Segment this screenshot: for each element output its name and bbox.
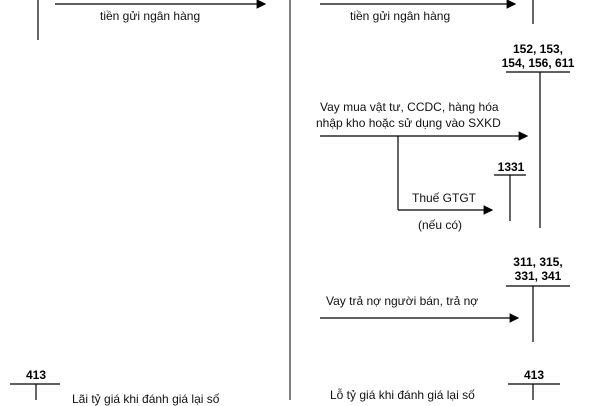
exchange-loss-label: Lỗ tỷ giá khi đánh giá lại số [330,388,475,402]
payables-label: Vay trả nợ người bán, trả nợ [326,294,479,308]
payables-account-line1: 311, 315, [513,255,563,269]
vat-note: (nếu có) [418,218,463,232]
right-413-account: 413 [523,368,545,382]
left-top-label: tiền gửi ngân hàng [100,9,201,23]
vat-label: Thuế GTGT [412,191,477,205]
exchange-gain-label: Lãi tỷ giá khi đánh giá lại số [72,392,220,406]
purchase-label-line1: Vay mua vật tư, CCDC, hàng hóa [320,100,499,114]
payables-account-line2: 331, 341 [514,269,562,283]
purchase-label-line2: nhập kho hoặc sử dụng vào SXKD [316,116,501,130]
vat-account-number: 1331 [497,160,525,174]
inventory-account-line2: 154, 156, 611 [501,56,575,70]
inventory-account-line1: 152, 153, [512,42,564,56]
left-413-account: 413 [25,368,47,382]
right-top-label: tiền gửi ngân hàng [350,9,451,23]
